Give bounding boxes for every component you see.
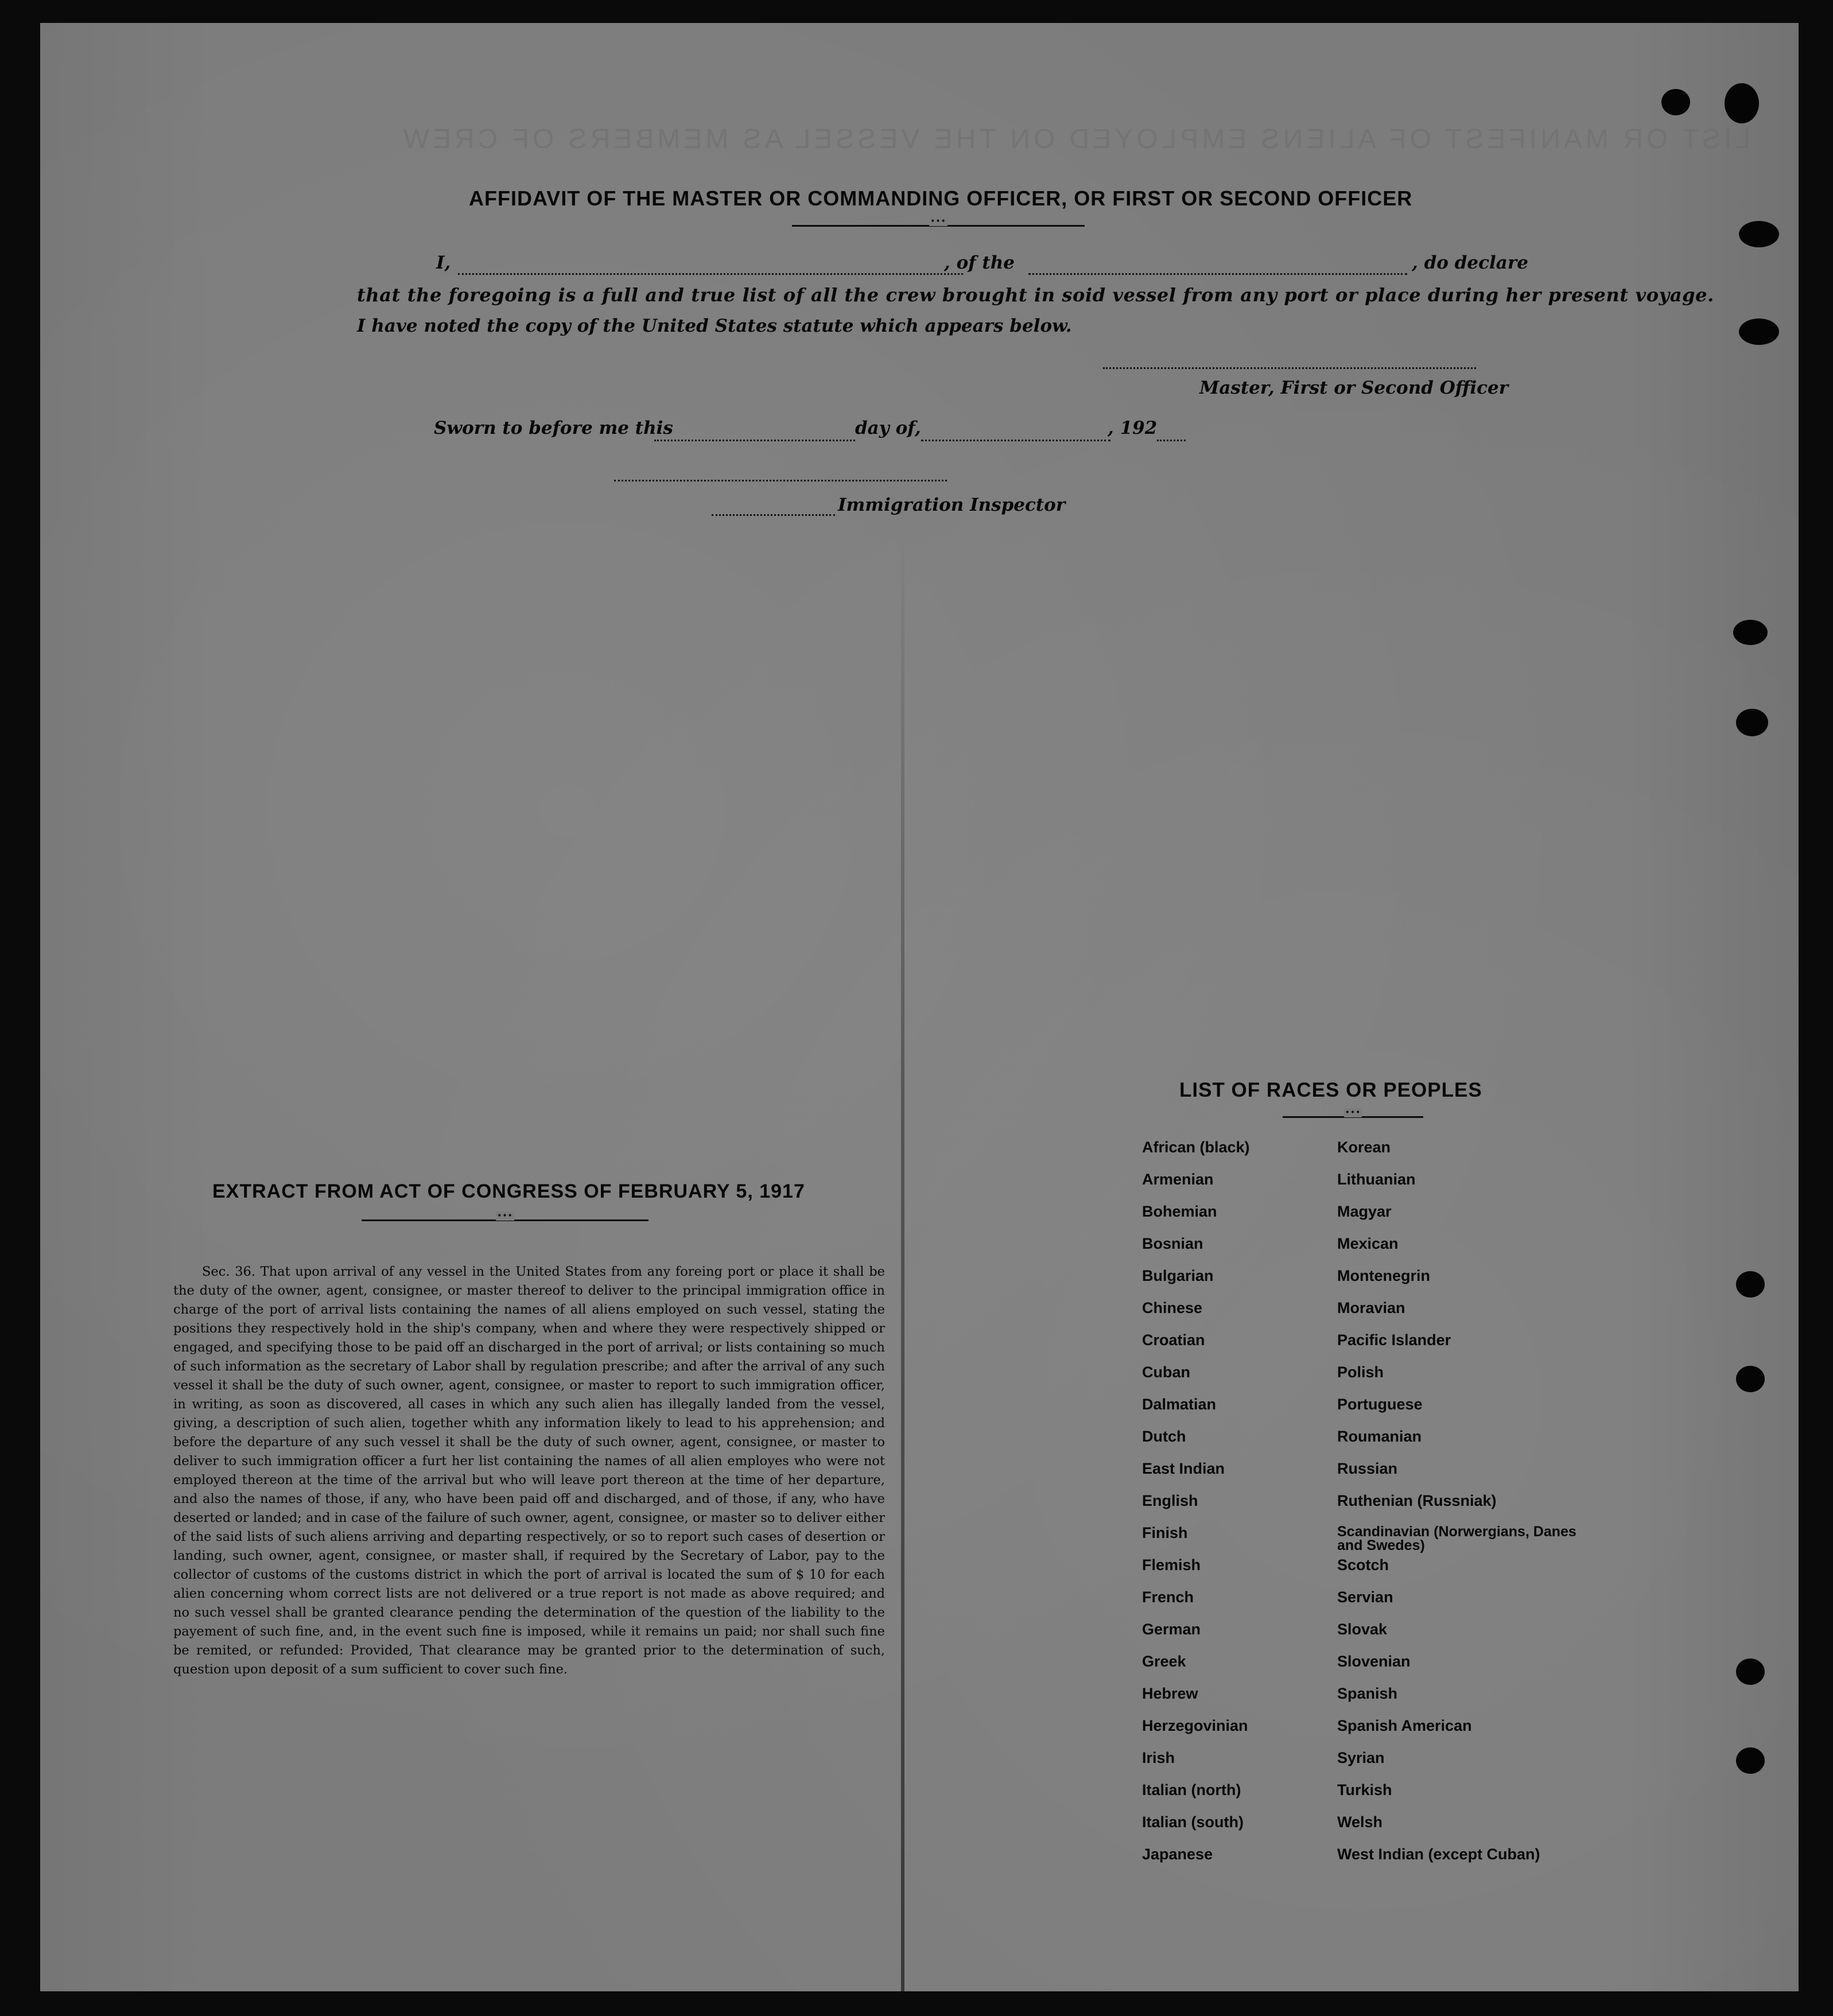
race-item: Italian (south) [1142,1813,1244,1831]
affidavit-declare: , do declare [1412,253,1528,273]
sworn-text: Sworn to before me this [434,418,673,438]
inspector-name-blank[interactable] [712,514,835,516]
race-item: Turkish [1337,1781,1392,1799]
affidavit-title-rule [792,225,1085,227]
race-item: Dutch [1142,1428,1186,1445]
race-item: Cuban [1142,1364,1190,1381]
race-item: Roumanian [1337,1428,1422,1445]
race-item: Syrian [1337,1749,1385,1766]
race-item: Welsh [1337,1813,1383,1831]
race-item: Armenian [1142,1171,1214,1188]
race-item: German [1142,1621,1201,1638]
race-item: Magyar [1337,1203,1392,1220]
race-item: Bulgarian [1142,1267,1214,1284]
officer-signature-label: Master, First or Second Officer [1199,378,1509,398]
race-item: English [1142,1492,1198,1509]
race-item: Herzegovinian [1142,1717,1248,1734]
race-item: French [1142,1588,1194,1606]
race-item: Montenegrin [1337,1267,1430,1284]
race-item: African (black) [1142,1139,1250,1156]
race-item: Dalmatian [1142,1396,1217,1413]
race-item: Chinese [1142,1299,1203,1316]
race-item: Croatian [1142,1331,1205,1349]
race-item: Moravian [1337,1299,1405,1316]
binder-hole [1739,221,1779,247]
day-blank[interactable] [654,440,855,441]
paper-fold [901,528,904,1991]
binder-hole [1661,89,1690,115]
race-item: Japanese [1142,1846,1213,1863]
year-blank[interactable] [1157,440,1186,441]
race-item: Scotch [1337,1556,1389,1574]
extract-body: Sec. 36. That upon arrival of any vessel in the United States from any foreing port or place it shall be the duty of the owner, agent, consignee, or master thereof to deliver to the principal immigration office in charge of the port of arrival lists containing the names of all aliens employed on such vessel, stating the positions they respectively hold in the ship's company, when and where they were respectively shipped or engaged, and specifying those to be paid off an discharged in the port of arrival; or lists containing so much of such information as the secretary of Labor shall by regulation prescribe; and after the arrival of any such vessel it shall be the duty of such owner, agent, consignee, or master to report to such immigration officer, in writing, as soon as discovered, all cases in which any such alien has illegally landed from the vessel, giving, a description of such alien, together whith any information likely to lead to his apprehension; and before the departure of any such vessel it shall be the duty of such owner, agent, consignee, or master to deliver to such immigration officer a furt her list containing the names of all alien employes who were not employed thereon at the time of the arrival but who will leave port thereon at the time of her departure, and also the names of those, if any, who have been paid off and discharged, and of those, if any, who have deserted or landed; and in case of the failure of such owner, agent, consignee, or master so to deliver either of the said lists of such aliens arriving and departing respectively, or so to report such cases of desertion or landing, such owner, agent, consignee, or master shall, if required by the Secretary of Labor, pay to the collector of customs of the customs district in which the port of arrival is located the sum of $ 10 for each alien concerning whom correct lists are not delivered or a true report is not made as above required; and no such vessel shall be granted clearance pending the determination of the question of the liability to the payement of such fine, and, in the event such fine is imposed, while it remains un paid; nor shall such fine be remited, or refunded: Provided, That clearance may be granted prior to the determination of such, question upon deposit of a sum sufficient to cover such fine. [173,1264,885,1677]
vessel-blank[interactable] [1028,273,1407,275]
race-item: Servian [1337,1588,1393,1606]
race-item: Portuguese [1337,1396,1423,1413]
race-item: Korean [1337,1139,1391,1156]
month-blank[interactable] [921,440,1110,441]
affidavit-statute-note: I have noted the copy of the United States statute which appears below. [357,316,1072,336]
race-item: Scandinavian (Norwergians, Danes and Swedes) [1337,1524,1576,1553]
races-right-column [1337,1139,1578,1878]
document-page [40,23,1799,1991]
year-label: , 192 [1108,418,1158,438]
race-item: Bosnian [1142,1235,1203,1252]
binder-hole [1739,318,1779,345]
race-item: Slovenian [1337,1653,1411,1670]
races-list [1142,1139,1670,1885]
race-item: Pacific Islander [1337,1331,1451,1349]
binder-hole [1736,1658,1765,1685]
binder-hole [1736,1366,1765,1392]
officer-signature-line[interactable] [1103,367,1476,369]
race-item: Flemish [1142,1556,1201,1574]
extract-title-rule [362,1219,648,1221]
binder-hole [1736,709,1768,736]
race-item: Spanish [1337,1685,1398,1702]
races-title: LIST OF RACES OR PEOPLES [1179,1079,1482,1101]
races-left-column [1142,1139,1250,1878]
race-item: Ruthenian (Russniak) [1337,1492,1497,1509]
race-item: East Indian [1142,1460,1225,1477]
race-item: Lithuanian [1337,1171,1416,1188]
name-blank[interactable] [458,273,963,275]
race-item: Finish [1142,1524,1188,1541]
affidavit-title: AFFIDAVIT OF THE MASTER OR COMMANDING OFFICER, OR FIRST OR SECOND OFFICER [469,187,1413,210]
bleed-through-text: LIST OR MANIFEST OF ALIENS EMPLOYED ON THE VESSEL AS MEMBERS OF CREW [399,124,1750,154]
binder-hole [1736,1271,1765,1298]
inspector-label: Immigration Inspector [838,495,1066,515]
inspector-signature-line[interactable] [614,480,947,481]
race-item: Greek [1142,1653,1186,1670]
binder-hole [1725,83,1759,123]
race-item: West Indian (except Cuban) [1337,1846,1540,1863]
race-item: Spanish American [1337,1717,1472,1734]
binder-hole [1736,1747,1765,1774]
race-item: Italian (north) [1142,1781,1241,1799]
race-item: Hebrew [1142,1685,1198,1702]
race-item: Irish [1142,1749,1175,1766]
race-item: Polish [1337,1364,1384,1381]
day-of-label: day of, [855,418,921,438]
races-title-rule [1283,1116,1423,1118]
extract-title: EXTRACT FROM ACT OF CONGRESS OF FEBRUARY 5, 1917 [212,1180,805,1202]
binder-hole [1733,620,1768,645]
race-item: Bohemian [1142,1203,1217,1220]
affidavit-of-the: , of the [944,253,1015,273]
race-item: Russian [1337,1460,1398,1477]
race-item: Slovak [1337,1621,1388,1638]
affidavit-statement: that the foregoing is a full and true list of all the crew brought in soid vessel from any port or place during her present voyage. [357,284,1714,306]
race-item: Mexican [1337,1235,1399,1252]
affidavit-i: I, [436,253,451,273]
